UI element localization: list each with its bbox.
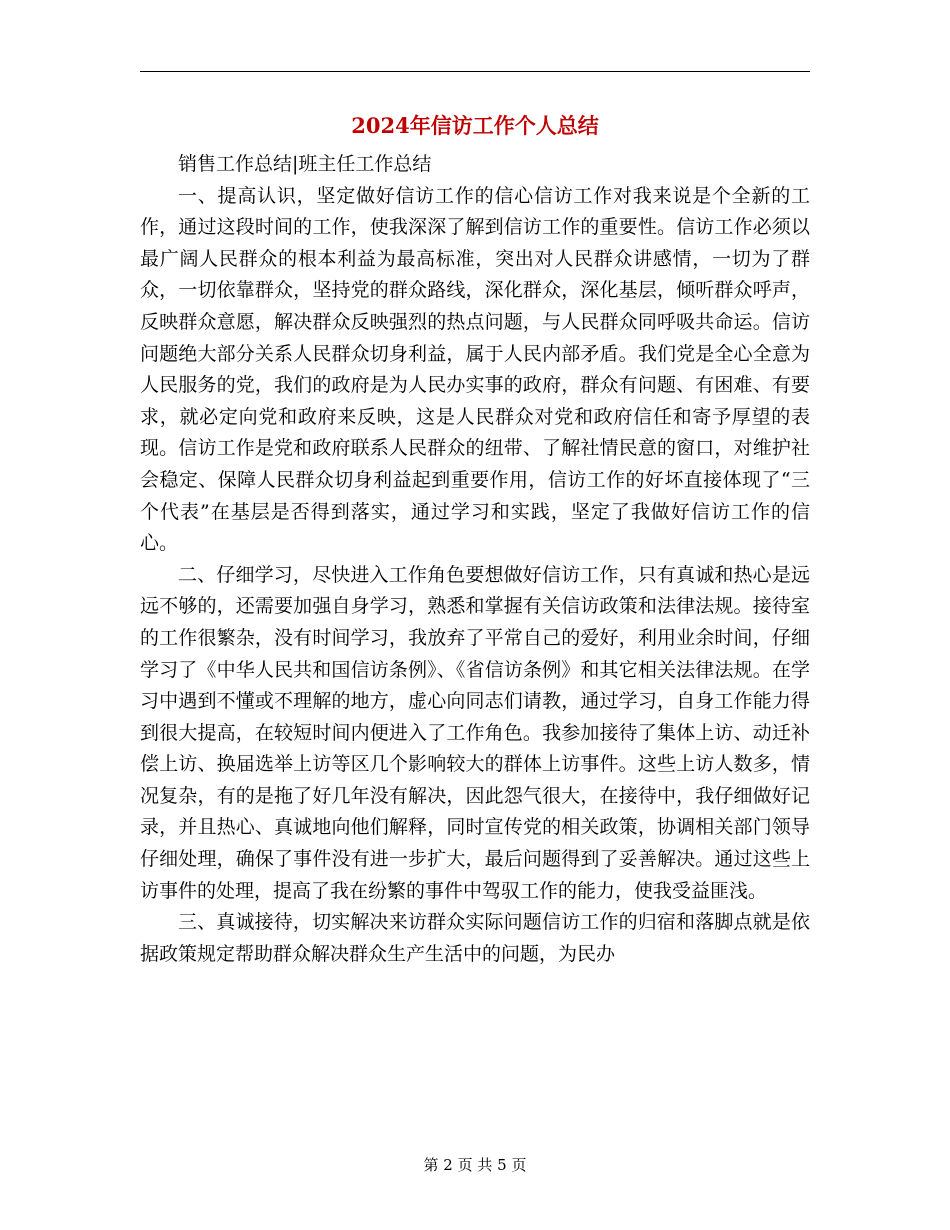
document-title: 2024年信访工作个人总结	[351, 113, 599, 138]
paragraph-section-3: 三、真诚接待，切实解决来访群众实际问题信访工作的归宿和落脚点就是依据政策规定帮助群众解决群众生产生活中的问题，为民办	[140, 911, 810, 965]
paragraph-section-2: 二、仔细学习，尽快进入工作角色要想做好信访工作，只有真诚和热心是远远不够的，还需要加强自身学习，熟悉和掌握有关信访政策和法律法规。接待室的工作很繁杂，没有时间学习，我放弃了平常自己的爱好，利用业余时间，仔细学习了《中华人民共和国信访条例》、《省信访条例》和其它相关法律法规。在学习中遇到不懂或不理解的地方，虚心向同志们请教，通过学习，自身工作能力得到很大提高，在较短时间内便进入了工作角色。我参加接待了集体上访、动迁补偿上访、换届选举上访等区几个影响较大的群体上访事件。这些上访人数多，情况复杂，有的是拖了好几年没有解决，因此怨气很大，在接待中，我仔细做好记录，并且热心、真诚地向他们解释，同时宣传党的相关政策，协调相关部门领导仔细处理，确保了事件没有进一步扩大，最后问题得到了妥善解决。通过这些上访事件的处理，提高了我在纷繁的事件中驾驭工作的能力，使我受益匪浅。	[140, 563, 810, 902]
document-body	[140, 149, 810, 970]
header-rule	[140, 71, 810, 72]
paragraph-subtitle: 销售工作总结|班主任工作总结	[178, 153, 432, 175]
page-number-footer: 第 2 页 共 5 页	[423, 1156, 527, 1174]
paragraph-section-1: 一、提高认识，坚定做好信访工作的信心信访工作对我来说是个全新的工作，通过这段时间的工作，使我深深了解到信访工作的重要性。信访工作必须以最广阔人民群众的根本利益为最高标准，突出对人民群众讲感情，一切为了群众，一切依靠群众，坚持党的群众路线，深化群众，深化基层，倾听群众呼声，反映群众意愿，解决群众反映强烈的热点问题，与人民群众同呼吸共命运。信访问题绝大部分关系人民群众切身利益，属于人民内部矛盾。我们党是全心全意为人民服务的党，我们的政府是为人民办实事的政府，群众有问题、有困难、有要求，就必定向党和政府来反映，这是人民群众对党和政府信任和寄予厚望的表现。信访工作是党和政府联系人民群众的纽带、了解社情民意的窗口，对维护社会稳定、保障人民群众切身利益起到重要作用，信访工作的好坏直接体现了“三个代表”在基层是否得到落实，通过学习和实践，坚定了我做好信访工作的信心。	[140, 184, 810, 555]
